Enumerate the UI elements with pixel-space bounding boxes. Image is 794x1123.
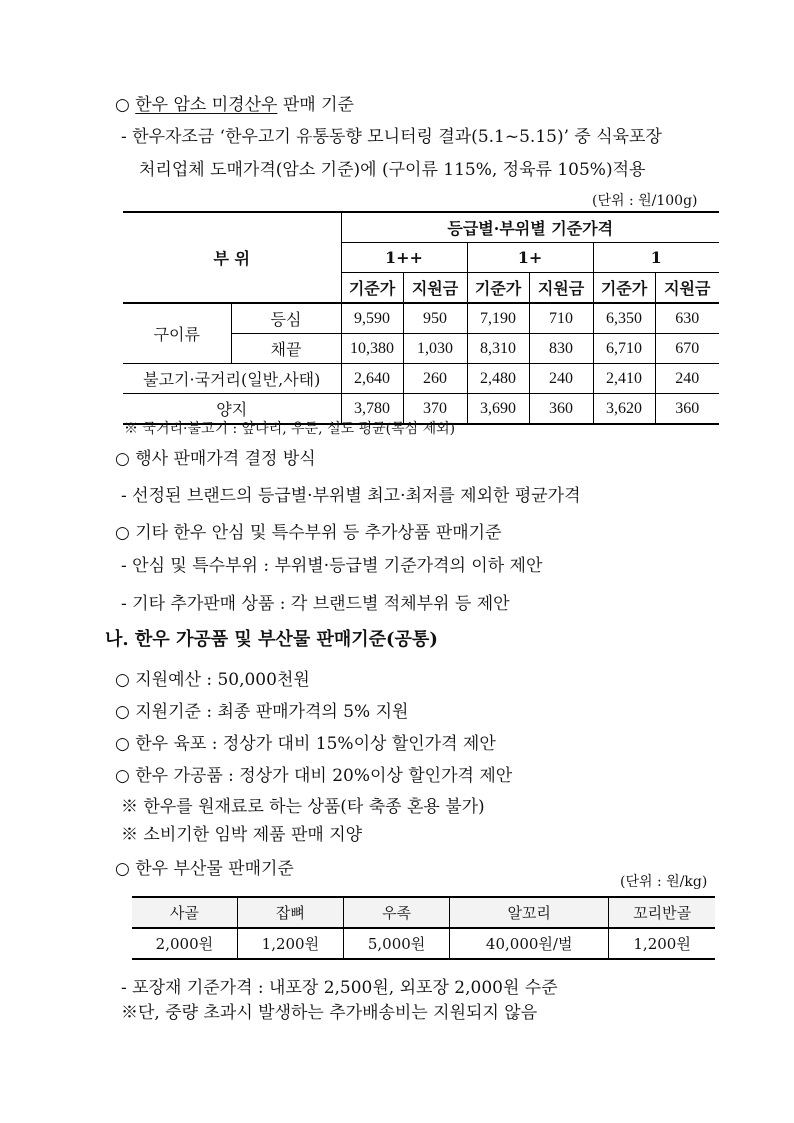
row-group-label: 양지 [123, 394, 341, 425]
subheader-base: 기준가 [593, 273, 655, 304]
table-cell: 370 [403, 394, 467, 425]
extra-items-desc-1: - 안심 및 특수부위 : 부위별·등급별 기준가격의 이하 제안 [121, 556, 543, 576]
header-grade-1pp: 1++ [341, 243, 467, 273]
table-cell: 670 [655, 334, 719, 364]
table-cell: 2,480 [467, 364, 529, 394]
subheader-support: 지원금 [655, 273, 719, 304]
header-cell: 잡뼈 [237, 897, 343, 928]
note-raw-material: ※ 한우를 원재료로 하는 상품(타 축종 혼용 불가) [121, 797, 485, 817]
subheader-support: 지원금 [403, 273, 467, 304]
table-cell: 10,380 [341, 334, 403, 364]
table-cell: 5,000원 [343, 928, 449, 959]
packaging-line: - 포장재 기준가격 : 내포장 2,500원, 외포장 2,000원 수준 [121, 978, 558, 998]
bullet-circle: ○ [115, 95, 130, 115]
table-cell: 1,200원 [237, 928, 343, 959]
table-cell: 710 [529, 303, 593, 334]
table-cell: 260 [403, 364, 467, 394]
row-group-label: 구이류 [123, 303, 231, 364]
table-cell: 1,030 [403, 334, 467, 364]
header-cell: 꼬리반골 [609, 897, 715, 928]
table-cell: 3,620 [593, 394, 655, 425]
header-part: 부 위 [123, 212, 341, 303]
table-cell: 240 [655, 364, 719, 394]
subheader-base: 기준가 [467, 273, 529, 304]
table-cell: 6,710 [593, 334, 655, 364]
table-row [123, 364, 719, 394]
heading-underlined-text: 한우 암소 미경산우 [135, 95, 278, 115]
event-pricing-heading: ○ 행사 판매가격 결정 방식 [115, 449, 316, 469]
note-expiry: ※ 소비기한 임박 제품 판매 지양 [121, 825, 363, 845]
table-cell: 2,000원 [132, 928, 237, 959]
table-cell: 240 [529, 364, 593, 394]
byproduct-heading: ○ 한우 부산물 판매기준 [115, 859, 294, 879]
heading-rest-text: 판매 기준 [277, 95, 354, 115]
header-cell: 알꼬리 [450, 897, 609, 928]
table-cell: 360 [655, 394, 719, 425]
table-cell: 2,640 [341, 364, 403, 394]
byproduct-table [132, 896, 715, 960]
price-table [123, 211, 719, 425]
desc-line-1: - 한우자조금 ‘한우고기 유통동향 모니터링 결과(5.1~5.15)’ 중 식육포장 [121, 127, 662, 147]
header-grade-1p: 1+ [467, 243, 593, 273]
table-cell: 830 [529, 334, 593, 364]
table-cell: 7,190 [467, 303, 529, 334]
table-footnote: ※ 국거리·불고기 : 앞다리, 우둔, 설도 평균(목심 제외) [124, 421, 456, 437]
table-cell: 950 [403, 303, 467, 334]
table-cell: 9,590 [341, 303, 403, 334]
packaging-note: ※단, 중량 초과시 발생하는 추가배송비는 지원되지 않음 [121, 1003, 538, 1023]
header-grade-1: 1 [593, 243, 719, 273]
row-part-label: 채끝 [231, 334, 341, 364]
table-row [123, 303, 719, 334]
unit-label-100g: (단위 : 원/100g) [592, 193, 698, 209]
table-row [132, 928, 715, 959]
subheader-support: 지원금 [529, 273, 593, 304]
subheader-base: 기준가 [341, 273, 403, 304]
criteria-line: ○ 지원기준 : 최종 판매가격의 5% 지원 [115, 702, 409, 722]
budget-line: ○ 지원예산 : 50,000천원 [115, 670, 310, 690]
table-cell: 630 [655, 303, 719, 334]
table-cell: 8,310 [467, 334, 529, 364]
header-group: 등급별·부위별 기준가격 [341, 212, 719, 243]
row-part-label: 등심 [231, 303, 341, 334]
table-cell: 3,780 [341, 394, 403, 425]
section-b-title: 나. 한우 가공품 및 부산물 판매기준(공통) [105, 629, 438, 650]
unit-label-kg: (단위 : 원/kg) [620, 874, 708, 890]
table-cell: 1,200원 [609, 928, 715, 959]
table-cell: 360 [529, 394, 593, 425]
desc-line-2: 처리업체 도매가격(암소 기준)에 (구이류 115%, 정육류 105%)적용 [139, 160, 646, 180]
row-group-label: 불고기·국거리(일반,사태) [123, 364, 341, 394]
heading-cow-criteria [115, 94, 354, 116]
extra-items-heading: ○ 기타 한우 안심 및 특수부위 등 추가상품 판매기준 [115, 523, 502, 543]
jerky-line: ○ 한우 육포 : 정상가 대비 15%이상 할인가격 제안 [115, 734, 496, 754]
event-pricing-desc: - 선정된 브랜드의 등급별·부위별 최고·최저를 제외한 평균가격 [121, 486, 581, 506]
table-cell: 3,690 [467, 394, 529, 425]
extra-items-desc-2: - 기타 추가판매 상품 : 각 브랜드별 적체부위 등 제안 [121, 594, 510, 614]
table-cell: 2,410 [593, 364, 655, 394]
header-cell: 우족 [343, 897, 449, 928]
table-cell: 40,000원/벌 [450, 928, 609, 959]
header-cell: 사골 [132, 897, 237, 928]
table-cell: 6,350 [593, 303, 655, 334]
processed-line: ○ 한우 가공품 : 정상가 대비 20%이상 할인가격 제안 [115, 766, 513, 786]
